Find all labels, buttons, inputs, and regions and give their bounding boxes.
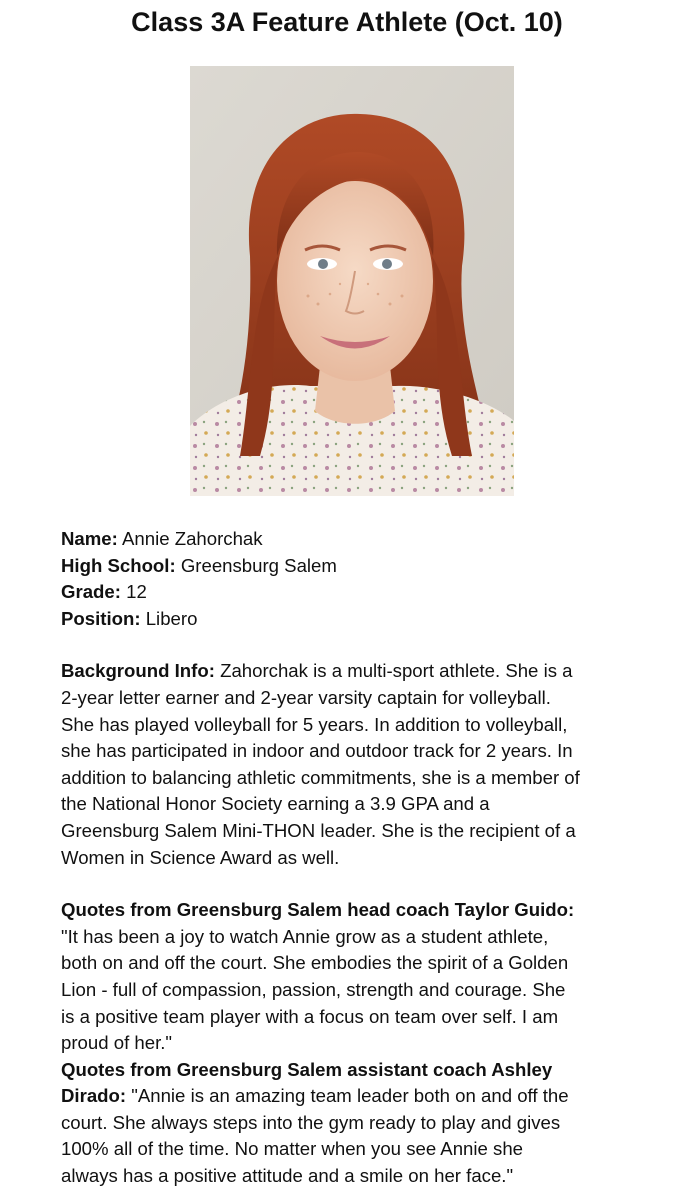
athlete-photo <box>190 66 514 496</box>
head-coach-section <box>61 897 651 1057</box>
assistant-coach-label-line-2 <box>61 1083 651 1110</box>
background-line: Greensburg Salem Mini-THON leader. She is the recipient of a <box>61 819 576 841</box>
background-line <box>61 658 651 685</box>
school-line <box>61 553 651 580</box>
background-line: Women in Science Award as well. <box>61 846 340 868</box>
athlete-info <box>61 526 651 1190</box>
assistant-coach-section <box>61 1057 651 1190</box>
quote-line: proud of her." <box>61 1032 173 1054</box>
position-label: Position: <box>61 607 141 629</box>
background-line: she has participated in indoor and outdoor track for 2 years. In <box>61 740 573 762</box>
school-label: High School: <box>61 554 176 576</box>
position-line <box>61 606 651 633</box>
assistant-coach-label: Quotes from Greensburg Salem assistant coach Ashley <box>61 1058 553 1080</box>
quote-line: always has a positive attitude and a smile on her face." <box>61 1165 514 1187</box>
quote-line: "It has been a joy to watch Annie grow as a student athlete, <box>61 925 549 947</box>
name-label: Name: <box>61 528 118 549</box>
name-line <box>61 526 651 553</box>
assistant-coach-label-cont: Dirado: <box>61 1085 127 1107</box>
quote-line: both on and off the court. She embodies the spirit of a Golden <box>61 952 569 974</box>
head-coach-label: Quotes from Greensburg Salem head coach Taylor Guido: <box>61 899 575 921</box>
grade-label: Grade: <box>61 581 121 603</box>
background-label: Background Info: <box>61 660 215 682</box>
background-line: the National Honor Society earning a 3.9 GPA and a <box>61 793 490 815</box>
page-title: Class 3A Feature Athlete (Oct. 10) <box>131 7 563 37</box>
background-section <box>61 658 651 871</box>
grade-value: 12 <box>126 581 147 603</box>
quote-line: court. She always steps into the gym ready to play and gives <box>61 1111 561 1133</box>
quote-line: "Annie is an amazing team leader both on and off the <box>126 1085 569 1107</box>
background-line: She has played volleyball for 5 years. In addition to volleyball, <box>61 713 568 735</box>
assistant-coach-label-line <box>61 1057 651 1084</box>
name-value: Annie Zahorchak <box>121 528 263 549</box>
head-coach-label-line <box>61 897 651 924</box>
background-line: 2-year letter earner and 2-year varsity captain for volleyball. <box>61 686 551 708</box>
quote-line: 100% all of the time. No matter when you see Annie she <box>61 1138 524 1160</box>
background-line: addition to balancing athletic commitments, she is a member of <box>61 766 580 788</box>
quote-line: Lion - full of compassion, passion, strength and courage. She <box>61 978 566 1000</box>
position-value: Libero <box>145 607 198 629</box>
portrait-image <box>190 66 514 496</box>
grade-line <box>61 579 651 606</box>
quote-line: is a positive team player with a focus on team over self. I am <box>61 1005 559 1027</box>
background-text: Zahorchak is a multi-sport athlete. She is a <box>214 660 573 682</box>
school-value: Greensburg Salem <box>180 554 337 576</box>
